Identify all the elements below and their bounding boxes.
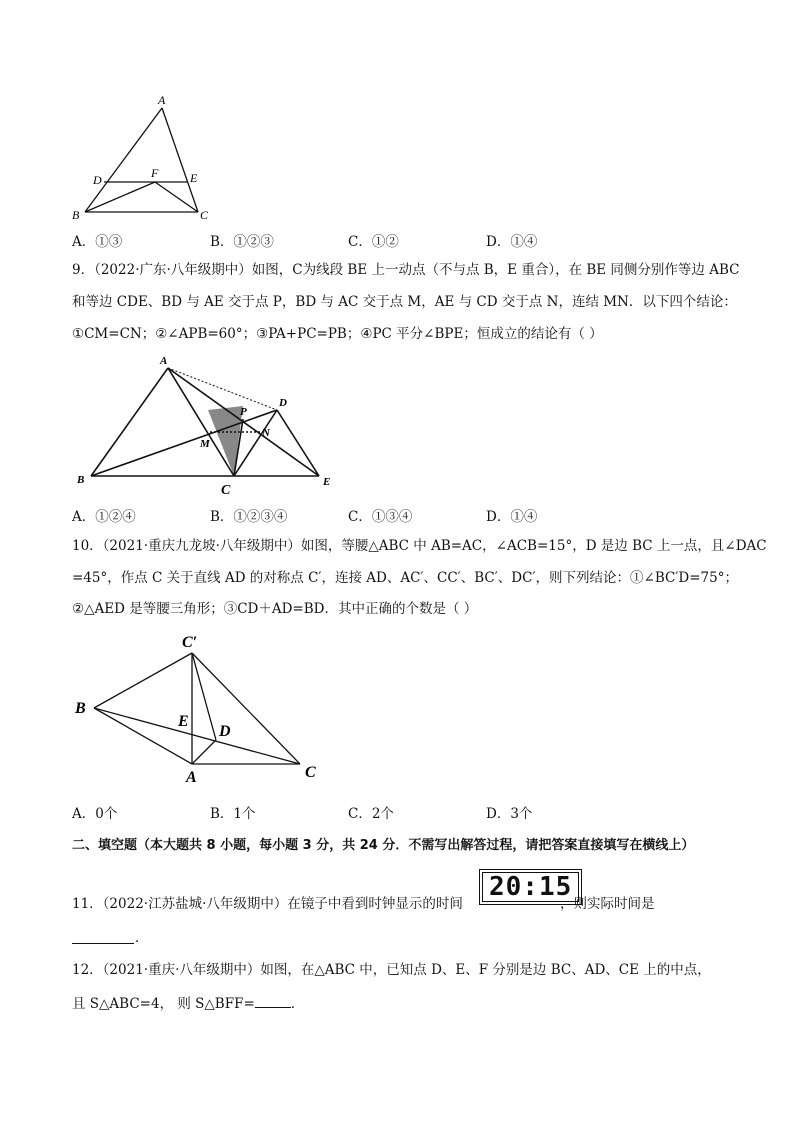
q10-line-ad xyxy=(192,740,216,764)
q9-option-d[interactable]: D．①④ xyxy=(486,509,538,525)
q9-line-de xyxy=(277,410,319,476)
q10-label-b: B xyxy=(75,700,86,717)
q8-label-f: F xyxy=(151,166,159,180)
q9-line-ad-dotted xyxy=(168,368,277,410)
q10-label-c: C xyxy=(305,764,316,781)
q10-text-line3: ②△AED 是等腰三角形；③CD＋AD=BD．其中正确的个数是（ ） xyxy=(72,601,478,617)
q9-line-bd xyxy=(91,410,277,476)
q8-label-b: B xyxy=(72,208,80,222)
q9-label-e: E xyxy=(323,476,331,488)
q8-figure xyxy=(66,92,226,224)
q9-label-c: C xyxy=(221,483,231,498)
q11-text-after: ，则实际时间是 xyxy=(560,896,655,912)
q9-label-a: A xyxy=(160,355,168,367)
q11-clock-digits: 20:15 xyxy=(482,872,579,902)
q10-line-bc-prime xyxy=(94,653,192,708)
q10-option-a[interactable]: A．0个 xyxy=(72,806,118,822)
q9-label-n: N xyxy=(262,427,270,439)
q10-label-c-prime: C′ xyxy=(182,634,198,651)
q10-option-d[interactable]: D．3个 xyxy=(486,806,533,822)
q9-text-line2: 和等边 CDE、BD 与 AE 交于点 P，BD 与 AC 交于点 M，AE 与 CD 交于点 N，连结 MN．以下四个结论： xyxy=(72,294,737,310)
q9-option-a[interactable]: A．①②④ xyxy=(72,509,136,525)
q9-option-c[interactable]: C．①③④ xyxy=(348,509,413,525)
q12-text-line1: 12．（2021·重庆·八年级期中）如图，在△ABC 中，已知点 D、E、F 分别是边 BC、AD、CE 上的中点， xyxy=(72,962,711,978)
q8-option-b[interactable]: B．①②③ xyxy=(210,234,274,250)
q12-answer-blank[interactable] xyxy=(255,993,291,1008)
q8-option-a[interactable]: A．①③ xyxy=(72,234,123,250)
q10-label-d: D xyxy=(219,723,231,740)
q12-text-line2 xyxy=(72,993,304,1014)
q10-option-b[interactable]: B．1个 xyxy=(210,806,256,822)
q10-text-line2: =45°，作点 C 关于直线 AD 的对称点 C′，连接 AD、AC′、CC′、BC′、DC′，则下列结论：①∠BC′D=75°； xyxy=(72,570,738,586)
q9-label-m: M xyxy=(200,438,210,450)
q8-label-a: A xyxy=(158,93,166,107)
q9-label-b: B xyxy=(77,474,85,486)
q8-option-c[interactable]: C．①② xyxy=(348,234,399,250)
q9-label-d: D xyxy=(279,397,287,409)
q8-label-e: E xyxy=(190,171,198,185)
q10-line-bc xyxy=(94,708,300,764)
q10-option-c[interactable]: C．2个 xyxy=(348,806,394,822)
q8-label-d: D xyxy=(93,173,102,187)
q10-label-e: E xyxy=(178,713,189,730)
q11-line2-end: ． xyxy=(135,930,149,946)
q9-text-line1: 9．（2022·广东·八年级期中）如图，C为线段 BE 上一动点（不与点 B，E 重合），在 BE 同侧分别作等边 ABC xyxy=(72,262,740,278)
q8-line-ac xyxy=(162,108,198,212)
q8-line-ab xyxy=(85,108,162,212)
q9-option-b[interactable]: B．①②③④ xyxy=(210,509,288,525)
q12-text-line2-before: 且 S△ABC=4， 则 S△BFF= xyxy=(72,996,255,1012)
q9-label-p: P xyxy=(240,406,247,418)
q11-text-before: 11．（2022·江苏盐城·八年级期中）在镜子中看到时钟显示的时间 xyxy=(72,896,463,912)
q10-text-line1: 10．（2021·重庆九龙坡·八年级期中）如图，等腰△ABC 中 AB=AC，∠ACB=15°，D 是边 BC 上一点，且∠DAC xyxy=(72,538,767,554)
q10-label-a: A xyxy=(186,769,197,786)
q9-figure xyxy=(72,350,342,500)
q8-label-c: C xyxy=(200,208,209,222)
section-heading: 二、填空题（本大题共 8 小题，每小题 3 分，共 24 分．不需写出解答过程，请把答案直接填写在横线上） xyxy=(72,838,695,853)
q8-option-d[interactable]: D．①④ xyxy=(486,234,538,250)
q11-answer-blank[interactable] xyxy=(72,926,134,944)
q8-line-fc xyxy=(155,182,198,212)
q10-figure xyxy=(68,628,338,788)
q12-text-line2-after: ． xyxy=(290,996,305,1012)
q9-text-line3: ①CM=CN；②∠APB=60°；③PA+PC=PB；④PC 平分∠BPE；恒成立的结论有（ ） xyxy=(72,326,603,342)
q9-line-ab xyxy=(91,368,168,476)
q9-line-ae xyxy=(168,368,319,476)
